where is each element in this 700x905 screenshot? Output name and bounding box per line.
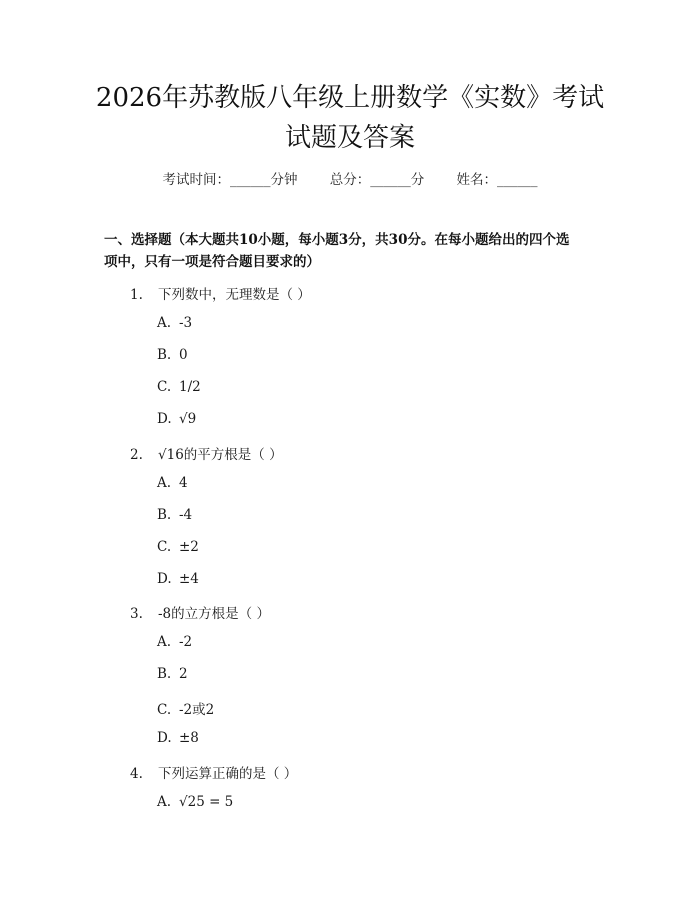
option-text: -2 [179, 634, 193, 650]
option-letter: A. [157, 315, 172, 331]
question-2 [130, 443, 283, 463]
option-letter: D. [157, 730, 172, 746]
option-text: √25 = 5 [179, 794, 234, 810]
exam-time-field: 考试时间：______分钟 [162, 172, 298, 188]
question-1-option-d [157, 411, 196, 427]
question-text: -8的立方根是（ ） [158, 606, 270, 622]
option-letter: B. [157, 666, 172, 682]
option-text: √9 [179, 411, 197, 427]
option-text: ±2 [179, 539, 199, 555]
option-letter: B. [157, 507, 172, 523]
option-text: ±4 [179, 571, 199, 587]
exam-info-row [0, 168, 700, 188]
question-2-option-a [157, 475, 188, 491]
question-text: 下列运算正确的是（ ） [158, 766, 298, 782]
question-2-option-c [157, 539, 199, 555]
option-letter: C. [157, 702, 172, 718]
question-3-option-a [157, 634, 192, 650]
question-number: 1. [130, 287, 143, 303]
question-3-option-d [157, 730, 199, 746]
option-text: 4 [179, 475, 188, 491]
option-letter: A. [157, 634, 172, 650]
option-text: -3 [179, 315, 193, 331]
option-letter: D. [157, 411, 172, 427]
question-3-option-c [157, 698, 214, 718]
option-text: -4 [179, 507, 193, 523]
total-score-field: 总分：______分 [329, 172, 425, 188]
question-1-option-c [157, 379, 201, 395]
option-letter: D. [157, 571, 172, 587]
option-letter: C. [157, 379, 172, 395]
question-1-option-b [157, 347, 188, 363]
option-letter: A. [157, 794, 172, 810]
section-heading-line-2: 项中，只有一项是符合题目要求的） [104, 254, 320, 270]
question-number: 3. [130, 606, 143, 622]
question-text: 下列数中，无理数是（ ） [158, 287, 311, 303]
option-text: ±8 [179, 730, 199, 746]
section-heading-line-1: 一、选择题（本大题共10小题，每小题3分，共30分。在每小题给出的四个选 [104, 232, 570, 248]
question-number: 2. [130, 447, 143, 463]
option-letter: B. [157, 347, 172, 363]
option-text: 1/2 [179, 379, 201, 395]
question-1 [130, 283, 311, 303]
question-number: 4. [130, 766, 143, 782]
option-text: -2或2 [179, 702, 215, 718]
question-4-option-a [157, 794, 233, 810]
question-text: √16的平方根是（ ） [158, 447, 283, 463]
option-text: 0 [179, 347, 188, 363]
question-3 [130, 602, 270, 622]
question-2-option-b [157, 507, 192, 523]
question-4 [130, 762, 297, 782]
option-letter: C. [157, 539, 172, 555]
option-letter: A. [157, 475, 172, 491]
question-2-option-d [157, 571, 199, 587]
exam-title-line-1: 2026年苏教版八年级上册数学《实数》考试 [95, 83, 605, 113]
student-name-field: 姓名：______ [456, 172, 538, 188]
option-text: 2 [179, 666, 188, 682]
question-1-option-a [157, 315, 192, 331]
question-3-option-b [157, 666, 188, 682]
exam-title-line-2: 试题及答案 [284, 123, 415, 153]
